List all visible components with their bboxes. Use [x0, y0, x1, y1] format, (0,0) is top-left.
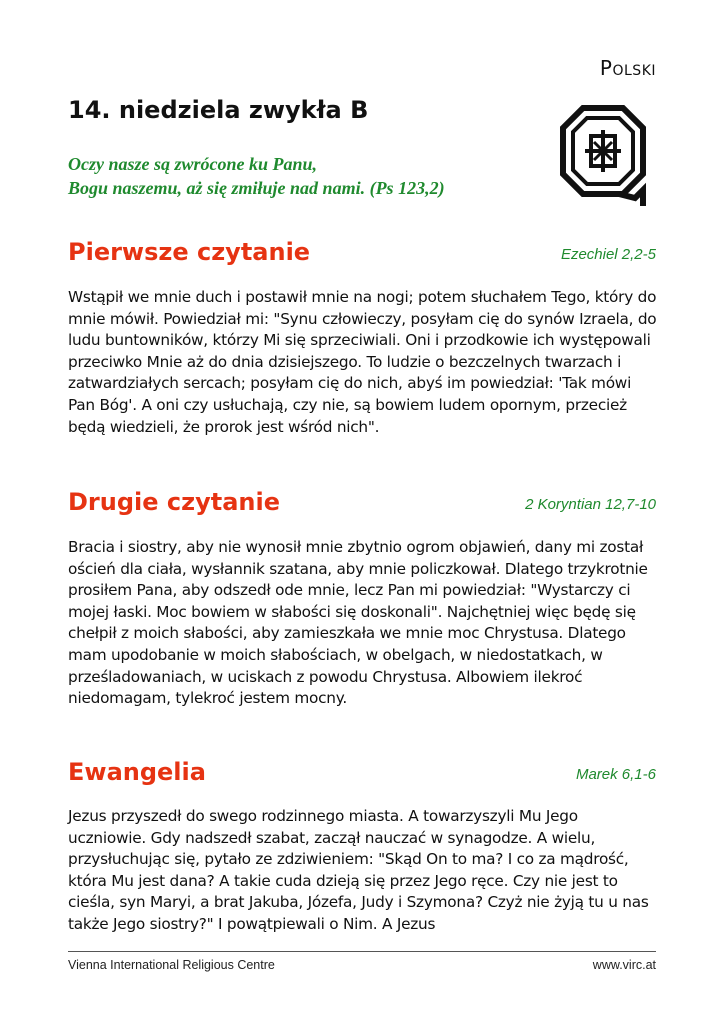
section-reference: 2 Koryntian 12,7-10	[525, 496, 656, 513]
section-text-gospel: Jezus przyszedł do swego rodzinnego miasta. A towarzyszyli Mu Jego uczniowie. Gdy nadszedł szabat, zaczął nauczać w synagodze. A wielu, przysłuchując się, pytało ze zdziwieniem: "Skąd On to ma? I co za mądrość, która Mu jest dana? A takie cuda dzieją się przez Jego ręce. Czy nie jest to cieśla, syn Maryi, a brat Jakuba, Józefa, Judy i Szymona? Czyż nie żyją tu u nas także Jego siostry?" I powątpiewali o Nim. A Jezus	[68, 807, 649, 933]
section-header-gospel	[68, 758, 656, 792]
section-text-second-reading: Bracia i siostry, aby nie wynosił mnie zbytnio ogrom objawień, dany mi został oścień dla ciała, wysłannik szatana, aby mnie policzkował. Dlatego trzykrotnie prosiłem Pana, aby odszedł ode mnie, lecz Pan mi powiedział: "Wystarczy ci mojej łaski. Moc bowiem w słabości się doskonali". Najchętniej więc będę się chełpił z moich słabości, aby zamieszkała we mnie moc Chrystusa. Dlatego mam upodobanie w moich słabościach, w obelgach, w niedostatkach, w prześladowaniach, w uciskach z powodu Chrystusa. Albowiem ilekroć niedomagam, tylekroć jestem mocny.	[68, 538, 648, 708]
section-title: Drugie czytanie	[68, 488, 280, 516]
antiphon	[68, 152, 548, 200]
footer-organization: Vienna International Religious Centre	[68, 958, 275, 972]
footer-divider	[68, 951, 656, 952]
antiphon-line-2: Bogu naszemu, aż się zmiłuje nad nami. (Ps 123,2)	[68, 178, 445, 198]
language-label: Polski	[599, 56, 656, 80]
section-title: Ewangelia	[68, 758, 206, 786]
section-title: Pierwsze czytanie	[68, 238, 311, 266]
virc-emblem-icon	[557, 102, 649, 210]
page-title: 14. niedziela zwykła B	[68, 96, 369, 124]
section-reference: Marek 6,1-6	[575, 766, 656, 783]
section-reference: Ezechiel 2,2-5	[560, 246, 656, 263]
section-text-first-reading: Wstąpił we mnie duch i postawił mnie na nogi; potem słuchałem Tego, który do mnie mówił. Powiedział mi: "Synu człowieczy, posyłam cię do synów Izraela, do ludu buntowników, którzy Mi się sprzeciwiali. Oni i przodkowie ich występowali przeciwko Mnie aż do dnia dzisiejszego. To ludzie o bezczelnych twarzach i zatwardziałych sercach; posyłam cię do nich, abyś im powiedział: 'Tak mówi Pan Bóg'. A oni czy usłuchają, czy nie, są bowiem ludem opornym, przecież będą wiedzieli, że prorok jest wśród nich".	[68, 288, 657, 436]
antiphon-line-1: Oczy nasze są zwrócone ku Panu,	[68, 154, 318, 174]
section-header-first-reading	[68, 238, 656, 272]
section-header-second-reading	[68, 488, 656, 522]
footer-website-link[interactable]: www.virc.at	[592, 958, 656, 972]
